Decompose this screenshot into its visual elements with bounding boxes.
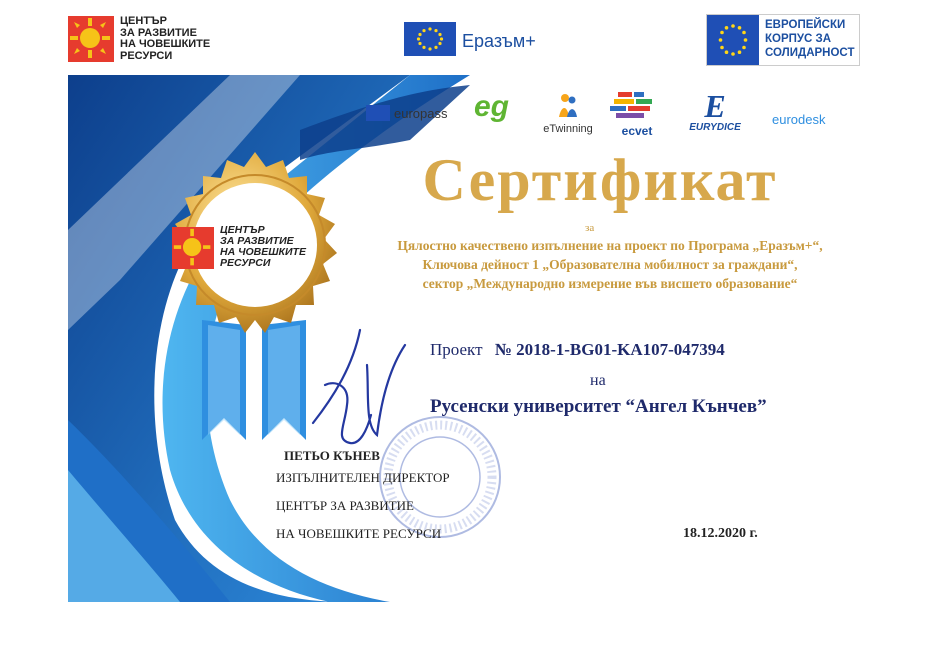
eu-flag-icon [366,105,390,121]
eurydice-label: EURYDICE [689,122,741,133]
sun-icon [172,227,214,269]
description-line: сектор „Международно измерение във висшето образование“ [422,276,798,291]
ecvet-label: ecvet [621,124,653,138]
project-number: № 2018-1-BG01-KA107-047394 [494,340,725,359]
seal-logo-line: НА ЧОВЕШКИТЕ [220,246,306,259]
description-line: Ключова дейност 1 „Образователна мобилност за граждани“, [422,257,798,272]
certificate-date: 18.12.2020 г. [683,526,758,541]
signatory-org-line2: НА ЧОВЕШКИТЕ РЕСУРСИ [276,526,442,541]
project-line [430,340,725,360]
ecvet-logo [606,90,668,137]
project-label: Проект [430,340,483,359]
seal-logo [172,225,322,273]
signatory-org-line1: ЦЕНТЪР ЗА РАЗВИТИЕ [276,498,414,513]
signatory-title: ИЗПЪЛНИТЕЛЕН ДИРЕКТОР [276,470,450,485]
europass-logo [366,104,447,122]
signatory-name: ПЕТЬО КЪНЕВ [284,448,380,463]
recipient-name: Русенски университет “Ангел Кънчев” [430,396,767,417]
hrdc-logo-line: ЗА РАЗВИТИЕ [120,26,197,39]
certificate-for: за [585,222,595,234]
eu-flag-icon [404,22,456,56]
erasmus-logo [404,22,564,58]
etwinning-label: eTwinning [543,123,593,135]
signatory-block [276,448,450,542]
esc-logo [706,14,860,66]
na-label: на [590,372,606,389]
europass-label: europass [394,105,448,121]
seal-logo-line: ЦЕНТЪР [220,224,265,236]
euroguidance-logo: eg [474,90,510,123]
partner-logos-row [362,86,860,150]
ecvet-icon [610,90,664,120]
seal-logo-line: РЕСУРСИ [220,257,271,270]
hrdc-logo-line: РЕСУРСИ [120,49,173,62]
description-line: Цялостно качествено изпълнение на проект по Програма „Еразъм+“, [397,238,823,253]
hrdc-logo-line: НА ЧОВЕШКИТЕ [120,38,211,51]
hrdc-logo-line: ЦЕНТЪР [120,15,167,27]
esc-logo-line: ЕВРОПЕЙСКИ [765,19,846,31]
erasmus-label: Еразъм+ [462,31,536,51]
hrdc-logo [68,16,238,64]
etwinning-icon [553,92,583,118]
esc-logo-line: КОРПУС ЗА [765,32,832,45]
certificate-description [340,236,880,293]
certificate-title: Сертификат [422,147,778,213]
eurydice-icon: E [704,88,726,124]
sun-icon [68,16,114,62]
etwinning-logo [538,92,598,135]
eurodesk-logo: eurodesk [772,112,826,127]
eurydice-logo [680,90,750,133]
esc-logo-line: СОЛИДАРНОСТ [765,46,855,59]
eu-flag-icon [707,15,759,65]
seal-logo-line: ЗА РАЗВИТИЕ [220,235,294,248]
